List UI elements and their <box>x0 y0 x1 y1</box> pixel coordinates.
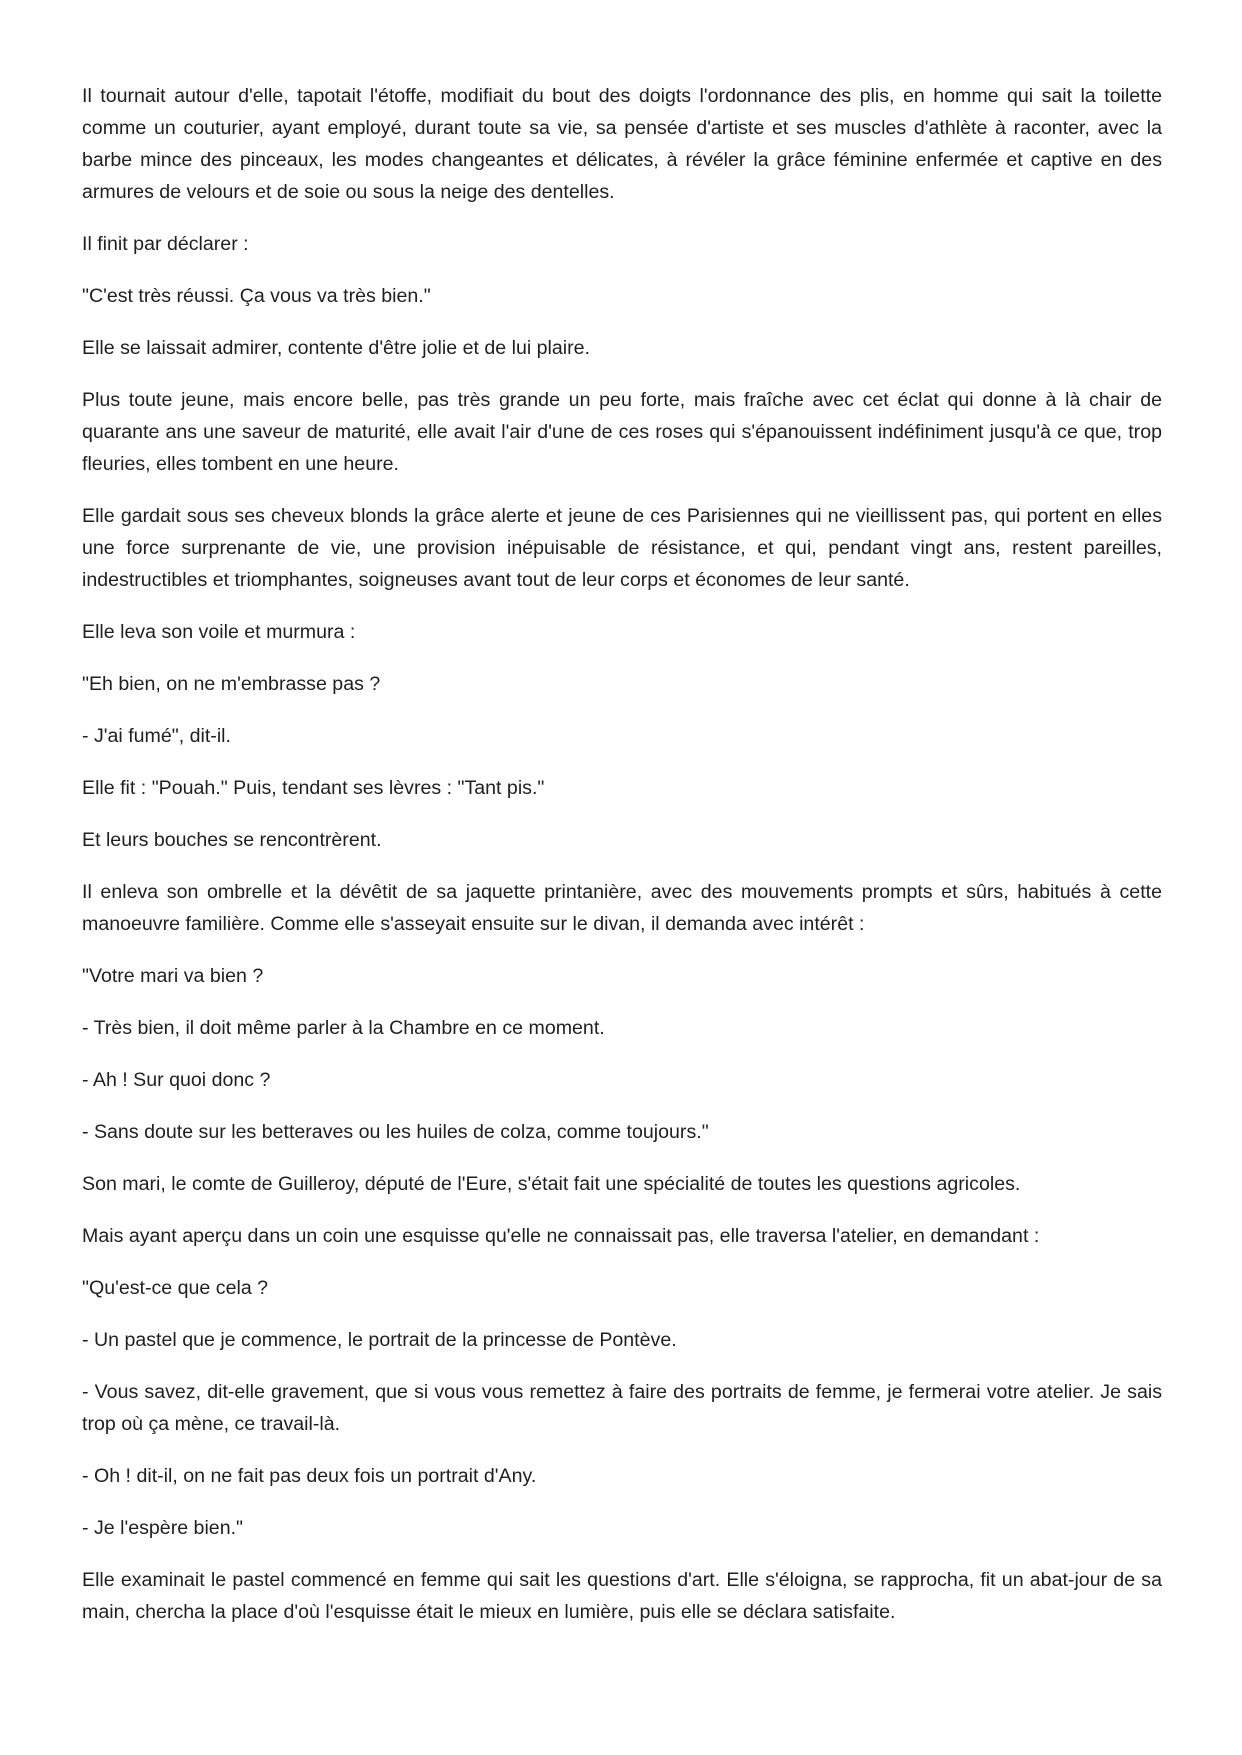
paragraph: Il finit par déclarer : <box>82 233 249 255</box>
paragraph: - Je l'espère bien." <box>82 1517 243 1539</box>
paragraph: - Sans doute sur les betteraves ou les huiles de colza, comme toujours." <box>82 1121 709 1143</box>
paragraph: Plus toute jeune, mais encore belle, pas très grande un peu forte, mais fraîche avec cet éclat qui donne à là chair de quarante ans une saveur de maturité, elle avait l'air d'une de ces roses qui s'épanouissent indéfiniment jusqu'à ce que, trop fleuries, elles tombent en une heure. <box>82 389 1162 475</box>
paragraph: "Votre mari va bien ? <box>82 965 264 987</box>
paragraph: - Très bien, il doit même parler à la Chambre en ce moment. <box>82 1017 605 1039</box>
paragraph: Il tournait autour d'elle, tapotait l'étoffe, modifiait du bout des doigts l'ordonnance des plis, en homme qui sait la toilette comme un couturier, ayant employé, durant toute sa vie, sa pensée d'artiste et ses muscles d'athlète à raconter, avec la barbe mince des pinceaux, les modes changeantes et délicates, à révéler la grâce féminine enfermée et captive en des armures de velours et de soie ou sous la neige des dentelles. <box>82 85 1162 203</box>
paragraph: Et leurs bouches se rencontrèrent. <box>82 829 382 851</box>
paragraph: "Qu'est-ce que cela ? <box>82 1277 269 1299</box>
paragraph: - Oh ! dit-il, on ne fait pas deux fois un portrait d'Any. <box>82 1465 537 1487</box>
paragraph: "C'est très réussi. Ça vous va très bien." <box>82 285 431 307</box>
paragraph: - J'ai fumé", dit-il. <box>82 725 231 747</box>
paragraph: Mais ayant aperçu dans un coin une esquisse qu'elle ne connaissait pas, elle traversa l'atelier, en demandant : <box>82 1225 1040 1247</box>
paragraph: Il enleva son ombrelle et la dévêtit de sa jaquette printanière, avec des mouvements prompts et sûrs, habitués à cette manoeuvre familière. Comme elle s'asseyait ensuite sur le divan, il demanda avec intérêt : <box>82 881 1162 935</box>
paragraph: Son mari, le comte de Guilleroy, député de l'Eure, s'était fait une spécialité de toutes les questions agricoles. <box>82 1173 1021 1195</box>
paragraph: - Un pastel que je commence, le portrait de la princesse de Pontève. <box>82 1329 677 1351</box>
paragraph: Elle examinait le pastel commencé en femme qui sait les questions d'art. Elle s'éloigna, se rapprocha, fit un abat-jour de sa main, chercha la place d'où l'esquisse était le mieux en lumière, puis elle se déclara satisfaite. <box>82 1569 1162 1623</box>
paragraph: - Ah ! Sur quoi donc ? <box>82 1069 271 1091</box>
paragraph: - Vous savez, dit-elle gravement, que si vous vous remettez à faire des portraits de femme, je fermerai votre atelier. Je sais trop où ça mène, ce travail-là. <box>82 1381 1162 1435</box>
paragraph: "Eh bien, on ne m'embrasse pas ? <box>82 673 381 695</box>
paragraph: Elle gardait sous ses cheveux blonds la grâce alerte et jeune de ces Parisiennes qui ne vieillissent pas, qui portent en elles une force surprenante de vie, une provision inépuisable de résistance, et qui, pendant vingt ans, restent pareilles, indestructibles et triomphantes, soigneuses avant tout de leur corps et économes de leur santé. <box>82 505 1162 591</box>
paragraph: Elle se laissait admirer, contente d'être jolie et de lui plaire. <box>82 337 591 359</box>
paragraph: Elle leva son voile et murmura : <box>82 621 356 643</box>
paragraph: Elle fit : "Pouah." Puis, tendant ses lèvres : "Tant pis." <box>82 777 545 799</box>
document-page <box>82 80 1162 1628</box>
